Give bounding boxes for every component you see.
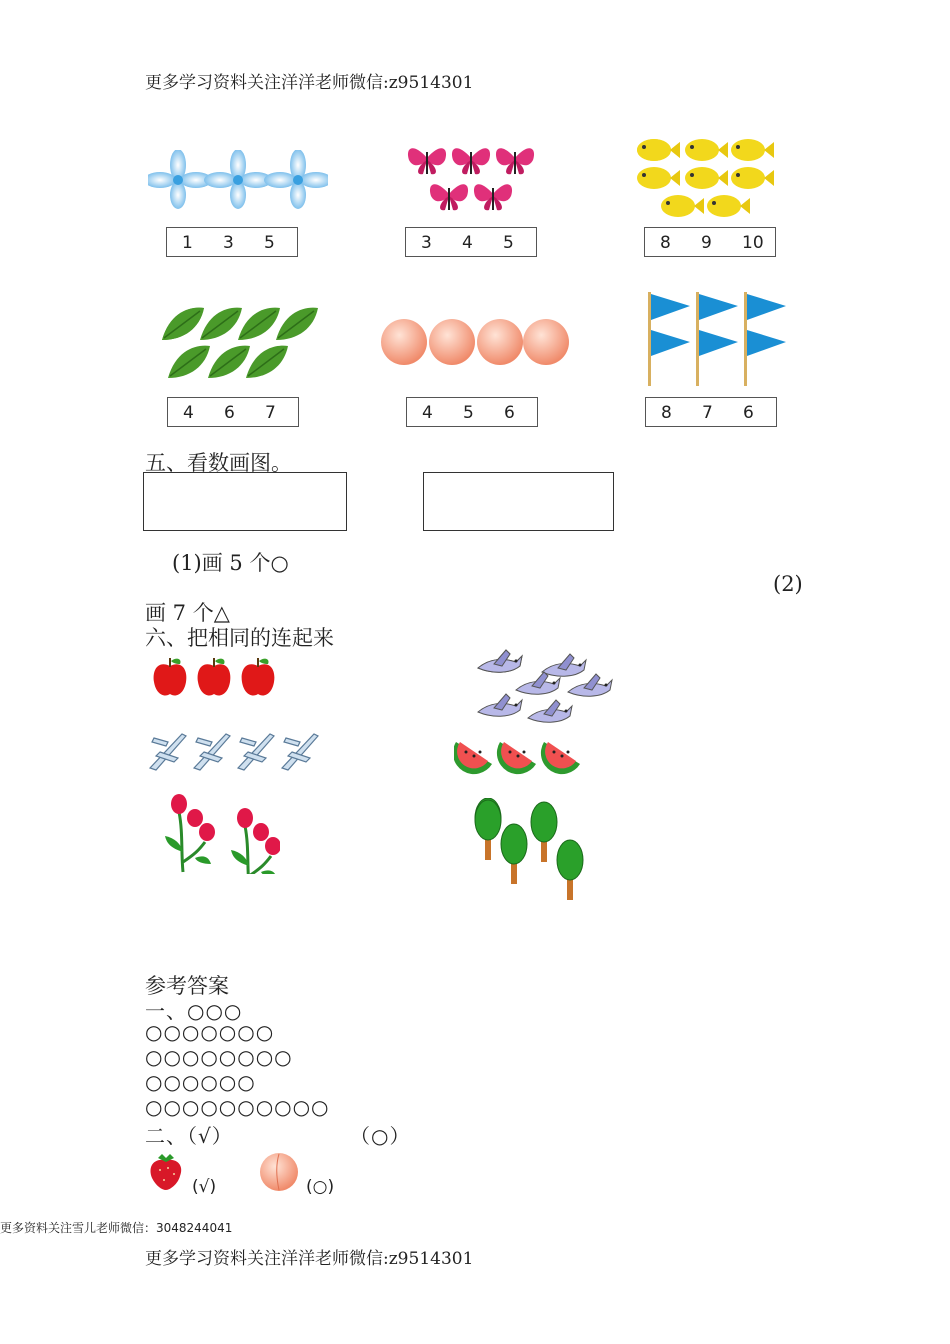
blue-flower-icon [148, 150, 328, 210]
answer-line-1: 一、○○○ [145, 999, 243, 1023]
yellow-fish-icon [634, 138, 774, 220]
option-number: 4 [183, 403, 194, 423]
option-number: 1 [182, 233, 193, 253]
answer-line-6-right: （○） [350, 1124, 411, 1148]
footer-small-text: 更多资料关注雪儿老师微信：3048244041 [0, 1221, 233, 1235]
option-number: 6 [224, 403, 235, 423]
airplane-icon[interactable] [146, 728, 322, 774]
watermelon-icon[interactable] [454, 734, 584, 776]
butterfly-icon [405, 142, 540, 214]
option-number: 9 [701, 233, 712, 253]
option-number: 8 [661, 403, 672, 423]
leaf-icon [160, 306, 320, 382]
option-number: 10 [742, 233, 764, 253]
header-text: 更多学习资料关注洋洋老师微信:z9514301 [145, 73, 474, 93]
strawberry-mark: (√) [192, 1177, 217, 1197]
option-number: 7 [265, 403, 276, 423]
option-number: 6 [504, 403, 515, 423]
peach-icon [380, 318, 572, 366]
section5-title: 五、看数画图。 [145, 451, 292, 475]
section6-title: 六、把相同的连起来 [145, 626, 334, 650]
strawberry-icon [148, 1152, 184, 1192]
option-number: 5 [264, 233, 275, 253]
flowers-answer-box[interactable] [166, 227, 298, 257]
answer-line-2: ○○○○○○○ [145, 1020, 275, 1044]
fish-answer-box[interactable] [644, 227, 776, 257]
option-number: 7 [702, 403, 713, 423]
apple-icon[interactable] [150, 656, 282, 700]
leaves-answer-box[interactable] [167, 397, 299, 427]
blue-flag-icon [644, 290, 792, 386]
question-2-text: 画 7 个△ [145, 601, 230, 625]
flags-answer-box[interactable] [645, 397, 777, 427]
option-number: 5 [503, 233, 514, 253]
draw-box-1[interactable] [143, 472, 347, 531]
tree-icon[interactable] [474, 798, 586, 904]
question-1-text: (1)画 5 个○ [172, 551, 289, 575]
option-number: 3 [421, 233, 432, 253]
question-2-number: (2) [773, 572, 803, 596]
answer-line-3: ○○○○○○○○ [145, 1045, 293, 1069]
draw-box-2[interactable] [423, 472, 614, 531]
peaches-answer-box[interactable] [406, 397, 538, 427]
answer-line-4: ○○○○○○ [145, 1070, 256, 1094]
option-number: 6 [743, 403, 754, 423]
option-number: 3 [223, 233, 234, 253]
answer-line-5: ○○○○○○○○○○ [145, 1095, 330, 1119]
peach-icon [258, 1150, 300, 1192]
butterflies-answer-box[interactable] [405, 227, 537, 257]
option-number: 8 [660, 233, 671, 253]
answers-title: 参考答案 [145, 974, 229, 998]
bird-icon[interactable] [476, 648, 616, 724]
option-number: 4 [422, 403, 433, 423]
option-number: 5 [463, 403, 474, 423]
answer-line-6: 二、（√） [145, 1124, 233, 1148]
tulip-icon[interactable] [165, 792, 280, 874]
option-number: 4 [462, 233, 473, 253]
peach-mark: (○) [306, 1177, 335, 1197]
footer-text: 更多学习资料关注洋洋老师微信:z9514301 [145, 1249, 474, 1269]
